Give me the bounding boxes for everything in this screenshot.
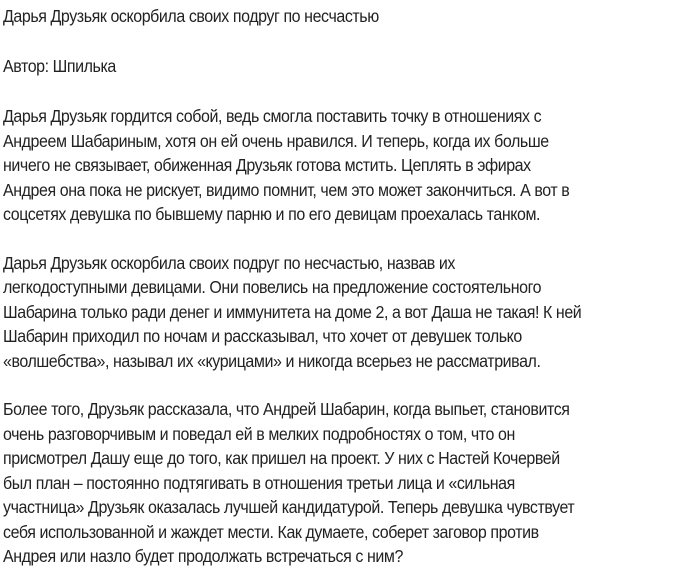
paragraph-3 (3, 397, 695, 569)
paragraph-line: Андреем Шабариным, хотя он ей очень нравился. И теперь, когда их больше (3, 130, 549, 151)
paragraph-line: Шабарина только ради денег и иммунитета на доме 2, а вот Даша не такая! К ней (3, 301, 582, 322)
paragraph-line: Андрея или назло будет продолжать встречаться с ним? (3, 546, 403, 566)
paragraph-1 (3, 104, 695, 227)
paragraph-line: Андрея она пока не рискует, видимо помнит, чем это может закончиться. А вот в (3, 179, 570, 200)
paragraph-line: Более того, Друзьяк рассказала, что Андрей Шабарин, когда выпьет, становится (3, 399, 570, 419)
paragraph-line: Шабарин приходил по ночам и рассказывал, что хочет от девушек только (3, 326, 522, 346)
paragraph-line: легкодоступными девицами. Они повелись на предложение состоятельного (3, 277, 542, 297)
paragraph-2 (3, 251, 695, 374)
article-title: Дарья Друзьяк оскорбила своих подруг по несчастью (3, 6, 379, 26)
paragraph-line: ничего не связывает, обиженная Друзьяк готова мстить. Цеплять в эфирах (3, 155, 531, 175)
paragraph-line: соцсетях девушка по бывшему парню и по его девицам проехалась танком. (3, 204, 541, 224)
paragraph-line: очень разговорчивым и поведал ей в мелких подробностях о том, что он (3, 423, 515, 444)
paragraph-line: Дарья Друзьяк гордится собой, ведь смогла поставить точку в отношениях с (3, 106, 542, 126)
paragraph-line: был план – постоянно подтягивать в отношения третьи лица и «сильная (3, 472, 515, 493)
paragraph-line: присмотрел Дашу еще до того, как пришел на проект. У них с Настей Кочервей (3, 448, 560, 468)
paragraph-line: Дарья Друзьяк оскорбила своих подруг по несчастью, назвав их (3, 252, 455, 273)
paragraph-line: «волшебства», называл их «курицами» и никогда всерьез не рассматривал. (3, 350, 541, 371)
paragraph-line: участница» Друзьяк оказалась лучшей кандидатурой. Теперь девушка чувствует (3, 497, 575, 517)
paragraph-line: себя использованной и жаждет мести. Как думаете, соберет заговор против (3, 521, 539, 542)
article-author: Автор: Шпилька (3, 56, 116, 76)
